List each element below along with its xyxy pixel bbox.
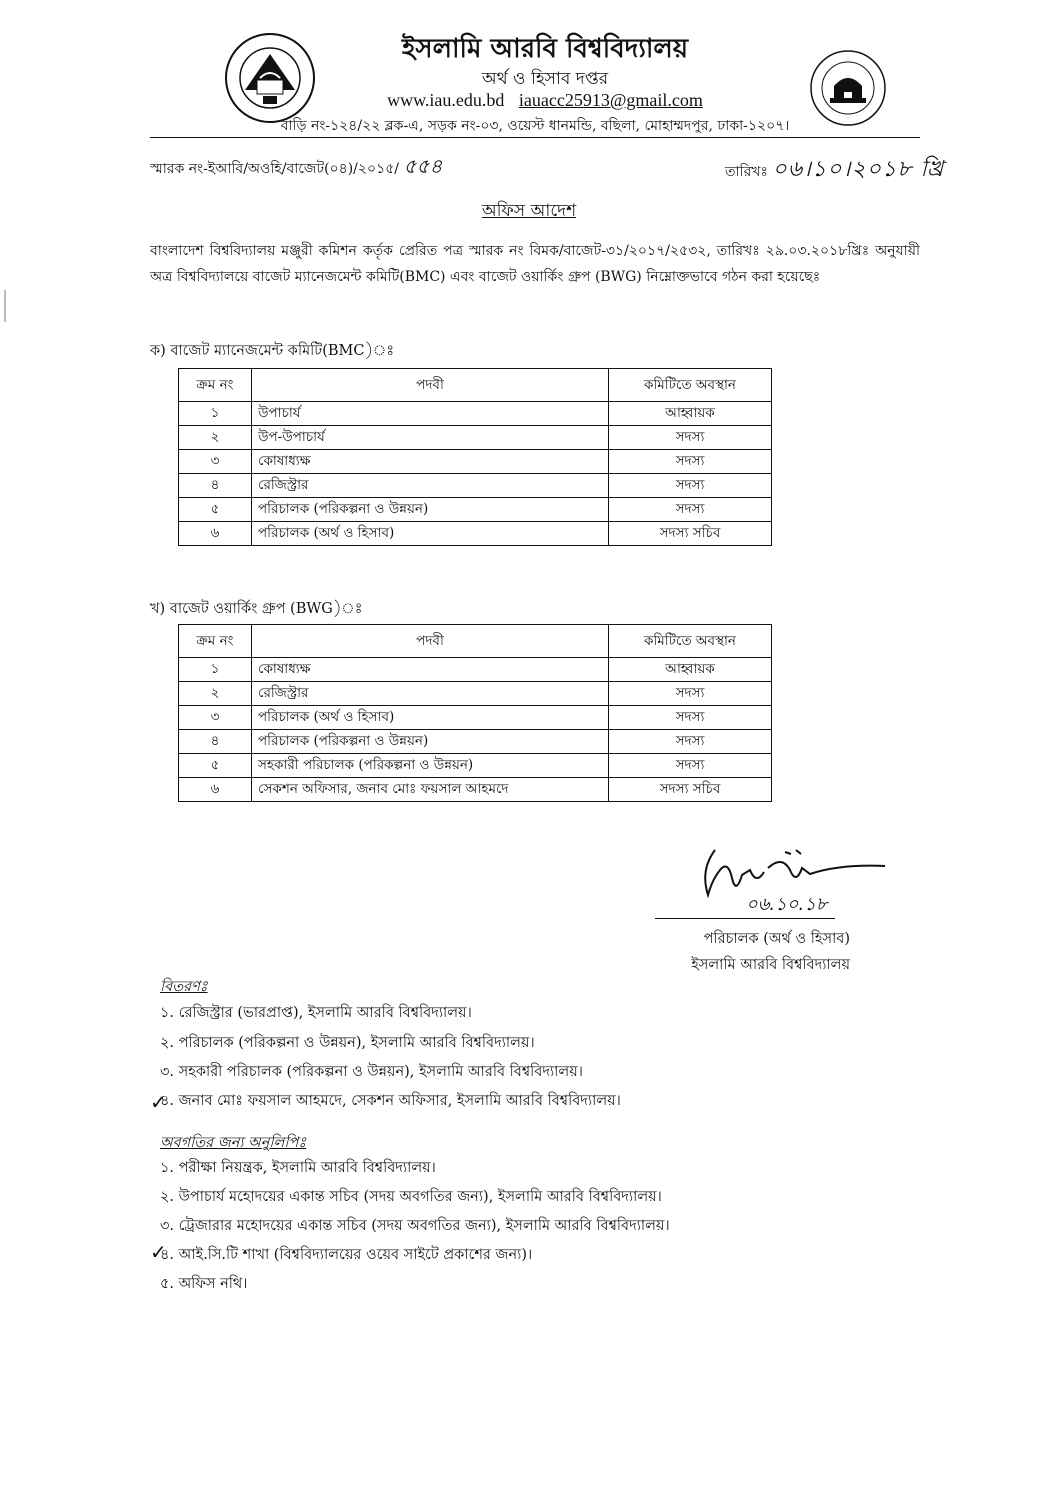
col-serial: ক্রম নং [179,625,252,658]
cell-serial: ২ [179,426,252,450]
cell-designation: উপ-উপাচার্য [252,426,609,450]
table-header [179,625,772,658]
list-item: ২. পরিচালক (পরিকল্পনা ও উন্নয়ন), ইসলামি আরবি বিশ্ববিদ্যালয়। [160,1035,535,1051]
table-row [179,474,772,498]
col-designation: পদবী [252,625,609,658]
table-row [179,706,772,730]
cell-position: আহ্বায়ক [609,402,772,426]
table-row [179,498,772,522]
memo-reference [150,152,442,185]
table-row [179,658,772,682]
cell-serial: ৪ [179,730,252,754]
table-row [179,778,772,802]
cell-serial: ৬ [179,522,252,546]
list-item: ৪. আই.সি.টি শাখা (বিশ্ববিদ্যালয়ের ওয়েব সাইটে প্রকাশের জন্য)। [160,1247,533,1263]
cell-designation: উপাচার্য [252,402,609,426]
cell-serial: ৫ [179,754,252,778]
cell-serial: ১ [179,402,252,426]
cell-serial: ৪ [179,474,252,498]
university-name: ইসলামি আরবি বিশ্ববিদ্যালয় [401,34,689,64]
cell-designation: পরিচালক (পরিকল্পনা ও উন্নয়ন) [252,730,609,754]
signatory-designation: পরিচালক (অর্থ ও হিসাব) [703,931,850,947]
cell-designation: পরিচালক (অর্থ ও হিসাব) [252,706,609,730]
cell-serial: ১ [179,658,252,682]
col-position: কমিটিতে অবস্থান [609,369,772,402]
memo-number: ৫৫৪ [403,154,443,178]
table-row [179,754,772,778]
bmc-heading: ক) বাজেট ম্যানেজমেন্ট কমিটি(BMC)ঃ [150,343,395,359]
cell-serial: ৩ [179,706,252,730]
bmc-table [178,368,772,546]
cell-serial: ২ [179,682,252,706]
signatory-block [640,926,850,978]
cell-position: সদস্য [609,706,772,730]
cell-serial: ৫ [179,498,252,522]
cell-designation: সেকশন অফিসার, জনাব মোঃ ফয়সাল আহমদে [252,778,609,802]
cell-designation: সহকারী পরিচালক (পরিকল্পনা ও উন্নয়ন) [252,754,609,778]
list-item: ৫. অফিস নথি। [160,1276,248,1292]
memo-label: স্মারক নং-ইআবি/অওহি/বাজেট(০৪)/২০১৫/ [150,161,399,177]
cell-designation: কোষাধ্যক্ষ [252,658,609,682]
date-label: তারিখঃ [725,164,768,180]
col-position: কমিটিতে অবস্থান [609,625,772,658]
bwg-heading: খ) বাজেট ওয়ার্কিং গ্রুপ (BWG)ঃ [150,601,363,617]
col-serial: ক্রম নং [179,369,252,402]
cell-position: সদস্য সচিব [609,522,772,546]
table-row [179,730,772,754]
memo-date [725,152,944,189]
cell-position: সদস্য [609,754,772,778]
table-row [179,426,772,450]
signature-line [655,918,835,919]
table-row [179,522,772,546]
cell-position: আহ্বায়ক [609,658,772,682]
cell-designation: রেজিস্ট্রার [252,682,609,706]
letterhead-divider [150,137,920,138]
cell-designation: কোষাধ্যক্ষ [252,450,609,474]
signature-date: ০৬.১০.১৮ [746,894,828,915]
cell-serial: ৬ [179,778,252,802]
cell-position: সদস্য [609,682,772,706]
cell-position: সদস্য [609,426,772,450]
list-item: ৩. সহকারী পরিচালক (পরিকল্পনা ও উন্নয়ন), ইসলামি আরবি বিশ্ববিদ্যালয়। [160,1064,583,1080]
cell-position: সদস্য সচিব [609,778,772,802]
website-link[interactable]: www.iau.edu.bd [387,90,505,110]
cell-position: সদস্য [609,474,772,498]
checkmark-icon: ✓ [150,1240,167,1264]
scan-artifact [4,290,6,322]
cell-designation: পরিচালক (পরিকল্পনা ও উন্নয়ন) [252,498,609,522]
email-link[interactable]: iauacc25913@gmail.com [518,90,703,110]
distribution-title: বিতরণঃ [160,979,208,995]
table-row [179,450,772,474]
cell-designation: রেজিস্ট্রার [252,474,609,498]
cell-designation: পরিচালক (অর্থ ও হিসাব) [252,522,609,546]
list-item: ৩. ট্রেজারার মহোদয়ের একান্ত সচিব (সদয় অবগতির জন্য), ইসলামি আরবি বিশ্ববিদ্যালয়। [160,1218,670,1234]
bwg-table [178,624,772,802]
copies-title: অবগতির জন্য অনুলিপিঃ [160,1135,307,1151]
address: বাড়ি নং-১২৪/২২ ব্লক-এ, সড়ক নং-০৩, ওয়েস্ট ধানমন্ডি, বছিলা, মোহাম্মদপুর, ঢাকা-১২০৭। [280,118,790,134]
signatory-organization: ইসলামি আরবি বিশ্ববিদ্যালয় [691,957,850,973]
date-value: ০৬।১০।২০১৮ খ্রি [772,157,945,182]
table-row [179,682,772,706]
office-name: অর্থ ও হিসাব দপ্তর [481,69,609,89]
list-item: ১. রেজিস্ট্রার (ভারপ্রাপ্ত), ইসলামি আরবি বিশ্ববিদ্যালয়। [160,1005,472,1021]
cell-position: সদস্য [609,450,772,474]
list-item: ৪. জনাব মোঃ ফয়সাল আহমদে, সেকশন অফিসার, ইসলামি আরবি বিশ্ববিদ্যালয়। [160,1093,621,1109]
table-header [179,369,772,402]
cell-serial: ৩ [179,450,252,474]
table-row [179,402,772,426]
checkmark-icon: ✓ [150,1090,167,1114]
contact-line [330,90,760,111]
page-title: অফিস আদেশ [481,201,577,221]
cell-position: সদস্য [609,730,772,754]
cell-position: সদস্য [609,498,772,522]
body-paragraph: বাংলাদেশ বিশ্ববিদ্যালয় মঞ্জুরী কমিশন কর্তৃক প্রেরিত পত্র স্মারক নং বিমক/বাজেট-৩১/২০১৭/২৫৩২, তারিখঃ ২৯.০৩.২০১৮খ্রিঃ অনুযায়ী অত্র বিশ্ববিদ্যালয়ে বাজেট ম্যানেজমেন্ট কমিটি(BMC) এবং বাজেট ওয়ার্কিং গ্রুপ (BWG) নিম্নোক্তভাবে গঠন করা হয়েছেঃ [150,243,920,285]
list-item: ২. উপাচার্য মহোদয়ের একান্ত সচিব (সদয় অবগতির জন্য), ইসলামি আরবি বিশ্ববিদ্যালয়। [160,1189,662,1205]
list-item: ১. পরীক্ষা নিয়ন্ত্রক, ইসলামি আরবি বিশ্ববিদ্যালয়। [160,1160,436,1176]
col-designation: পদবী [252,369,609,402]
